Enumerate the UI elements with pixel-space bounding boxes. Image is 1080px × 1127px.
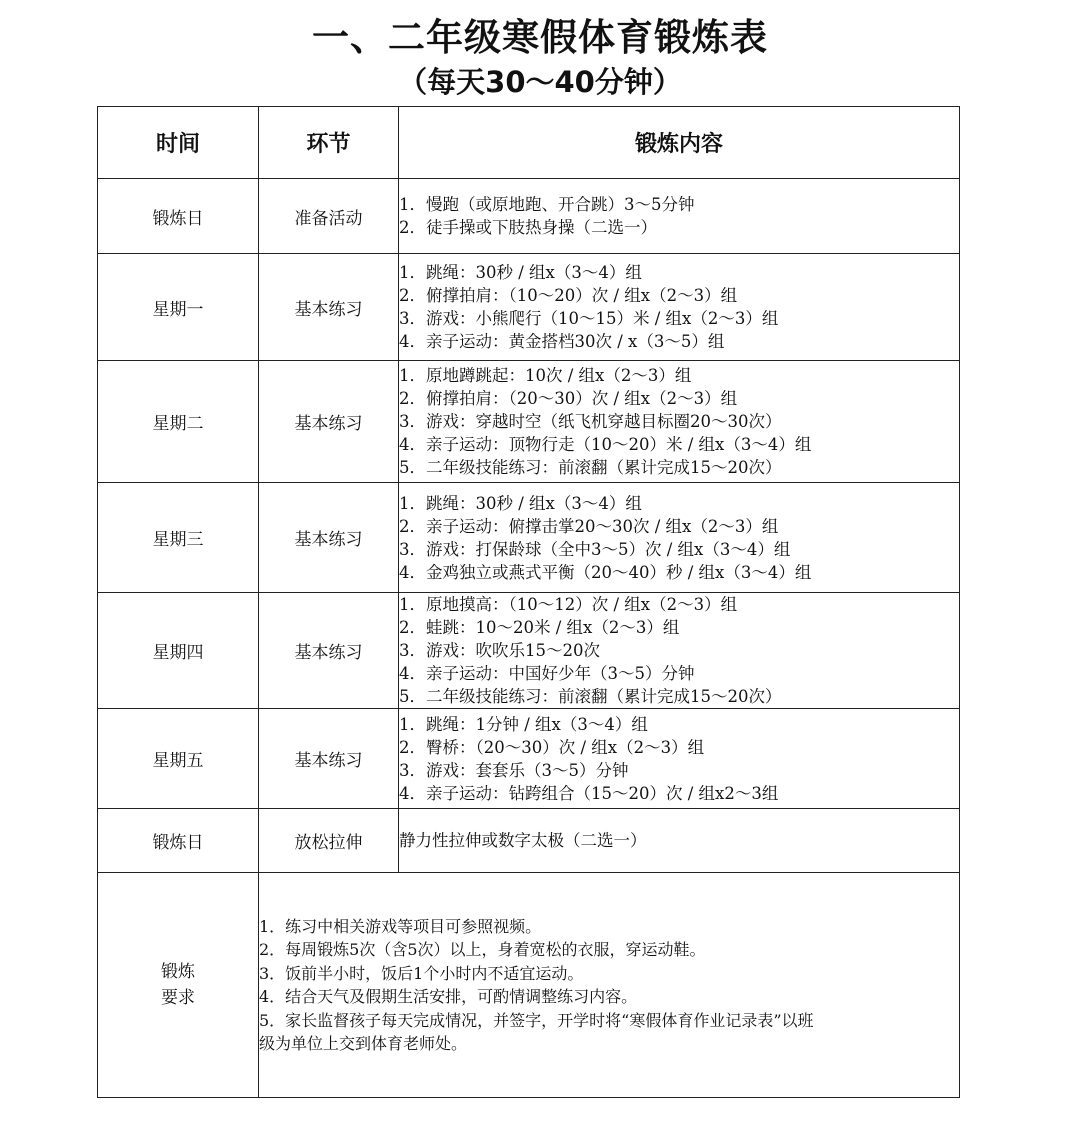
row-time: 星期五 — [98, 709, 259, 809]
content-item: 4．亲子运动：钻跨组合（15～20）次 / 组x2～3组 — [399, 783, 779, 803]
content-item: 2．俯撑拍肩：（10～20）次 / 组x（2～3）组 — [399, 286, 738, 305]
requirement-item: 2．每周锻炼5次（含5次）以上，身着宽松的衣服，穿运动鞋。 — [259, 940, 706, 959]
table-row-cooldown — [98, 809, 960, 873]
row-stage: 基本练习 — [259, 361, 399, 483]
table-header-row — [98, 107, 960, 179]
requirements-label — [98, 873, 259, 1098]
row-stage: 基本练习 — [259, 254, 399, 361]
content-item: 1．跳绳：1分钟 / 组x（3～4）组 — [399, 714, 648, 734]
table-row-wednesday — [98, 483, 960, 593]
requirements-label-line: 锻炼 — [161, 962, 195, 982]
content-item: 3．游戏：小熊爬行（10～15）米 / 组x（2～3）组 — [399, 309, 779, 328]
content-item: 5．二年级技能练习：前滚翻（累计完成15～20次） — [399, 458, 782, 477]
page-subtitle: （每天30～40分钟） — [398, 65, 682, 99]
row-content — [399, 593, 960, 709]
row-time: 锻炼日 — [98, 179, 259, 254]
requirement-item: 级为单位上交到体育老师处。 — [259, 1034, 468, 1053]
row-time: 星期四 — [98, 593, 259, 709]
header-stage: 环节 — [259, 107, 399, 179]
requirement-item: 3．饭前半小时，饭后1个小时内不适宜运动。 — [259, 963, 584, 983]
requirements-label-line: 要求 — [161, 988, 195, 1008]
row-stage: 基本练习 — [259, 483, 399, 593]
content-item: 3．游戏：穿越时空（纸飞机穿越目标圈20～30次） — [399, 412, 782, 431]
content-item: 1．原地摸高：（10～12）次 / 组x（2～3）组 — [399, 595, 738, 614]
requirement-item: 4．结合天气及假期生活安排，可酌情调整练习内容。 — [259, 987, 638, 1006]
row-stage: 基本练习 — [259, 709, 399, 809]
content-item: 1．跳绳：30秒 / 组x（3～4）组 — [399, 493, 642, 513]
content-item: 2．亲子运动：俯撑击掌20～30次 / 组x（2～3）组 — [399, 516, 779, 536]
content-item: 4．亲子运动：顶物行走（10～20）米 / 组x（3～4）组 — [399, 435, 812, 454]
content-item: 3．游戏：吹吹乐15～20次 — [399, 641, 600, 660]
content-item: 5．二年级技能练习：前滚翻（累计完成15～20次） — [399, 687, 782, 706]
content-item: 3．游戏：套套乐（3～5）分钟 — [399, 760, 629, 780]
row-content — [399, 483, 960, 593]
row-content — [399, 809, 960, 873]
content-item: 4．亲子运动：中国好少年（3～5）分钟 — [399, 664, 695, 683]
table-row-friday — [98, 709, 960, 809]
content-item: 4．金鸡独立或燕式平衡（20～40）秒 / 组x（3～4）组 — [399, 562, 812, 582]
row-stage: 基本练习 — [259, 593, 399, 709]
table-row-monday — [98, 254, 960, 361]
requirement-item: 1．练习中相关游戏等项目可参照视频。 — [259, 916, 542, 936]
row-content — [399, 709, 960, 809]
content-item: 1．慢跑（或原地跑、开合跳）3～5分钟 — [399, 195, 695, 214]
content-item: 1．跳绳：30秒 / 组x（3～4）组 — [399, 263, 642, 282]
requirements-content — [259, 873, 960, 1098]
exercise-table — [97, 106, 960, 1098]
row-content — [399, 361, 960, 483]
row-content — [399, 179, 960, 254]
row-time: 星期一 — [98, 254, 259, 361]
row-stage: 准备活动 — [259, 179, 399, 254]
row-content — [399, 254, 960, 361]
header-time: 时间 — [98, 107, 259, 179]
content-item: 3．游戏：打保龄球（全中3～5）次 / 组x（3～4）组 — [399, 539, 791, 559]
content-item: 2．俯撑拍肩：（20～30）次 / 组x（2～3）组 — [399, 389, 738, 408]
content-item: 静力性拉伸或数字太极（二选一） — [399, 831, 647, 850]
content-item: 2．徒手操或下肢热身操（二选一） — [399, 218, 657, 237]
content-item: 4．亲子运动：黄金搭档30次 / x（3～5）组 — [399, 332, 725, 351]
header-content: 锻炼内容 — [399, 107, 960, 179]
table-row-warmup — [98, 179, 960, 254]
content-item: 2．臀桥：（20～30）次 / 组x（2～3）组 — [399, 737, 705, 757]
page-title: 一、二年级寒假体育锻炼表 — [312, 16, 768, 59]
table-row-requirements — [98, 873, 960, 1098]
table-row-tuesday — [98, 361, 960, 483]
row-stage: 放松拉伸 — [259, 809, 399, 873]
row-time: 锻炼日 — [98, 809, 259, 873]
requirement-item: 5．家长监督孩子每天完成情况，并签字，开学时将“寒假体育作业记录表”以班 — [259, 1010, 814, 1030]
content-item: 2．蛙跳：10～20米 / 组x（2～3）组 — [399, 618, 680, 637]
row-time: 星期三 — [98, 483, 259, 593]
table-row-thursday — [98, 593, 960, 709]
row-time: 星期二 — [98, 361, 259, 483]
content-item: 1．原地蹲跳起：10次 / 组x（2～3）组 — [399, 366, 692, 385]
